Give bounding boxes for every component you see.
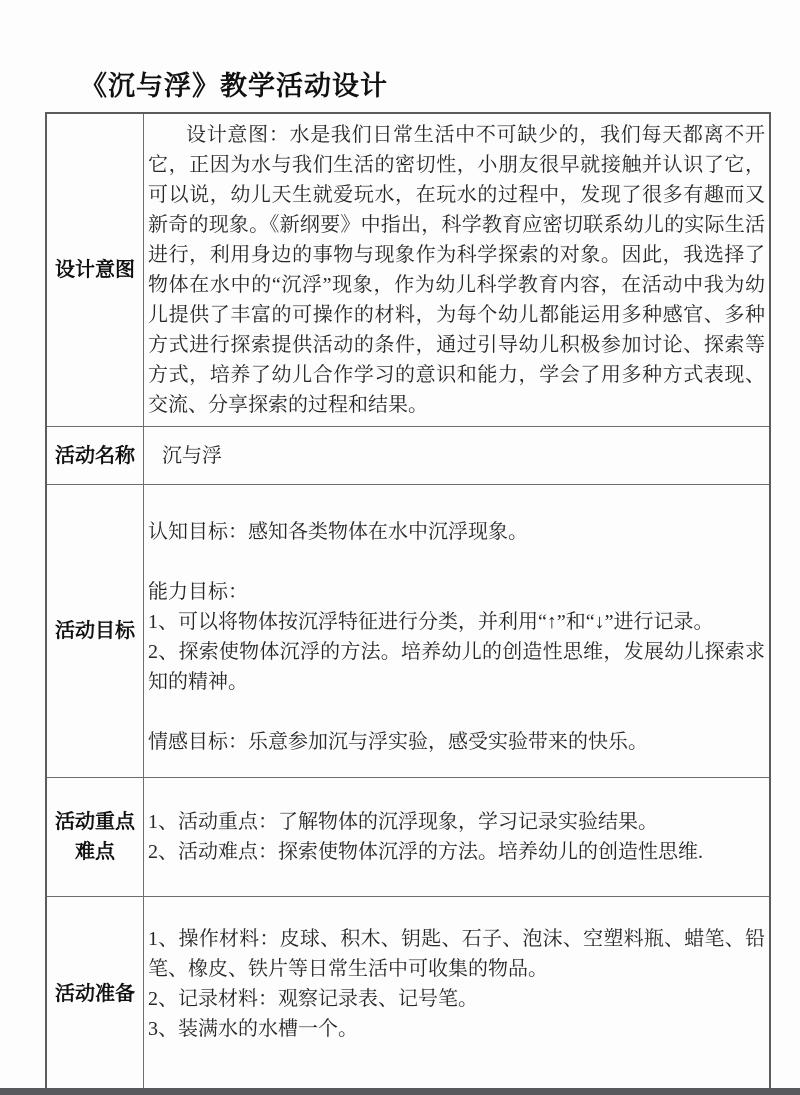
paragraph: 1、可以将物体按沉浮特征进行分类，并利用“↑”和“↓”进行记录。 xyxy=(148,611,714,633)
paragraph: 设计意图：水是我们日常生活中不可缺少的，我们每天都离不开它，正因为水与我们生活的密切性，小朋友很早就接触并认识了它，可以说，幼儿天生就爱玩水，在玩水的过程中，发现了很多有趣而又新奇的现象。《新纲要》中指出，科学教育应密切联系幼儿的实际生活进行，利用身边的事物与现象作为科学探索的对象。因此，我选择了物体在水中的“沉浮”现象，作为幼儿科学教育内容，在活动中我为幼儿提供了丰富的可操作的材料，为每个幼儿都能运用多种感官、多种方式进行探索提供活动的条件，通过引导幼儿积极参加讨论、探索等方式，培养了幼儿合作学习的意识和能力，学会了用多种方式表现、交流、分享探索的过程和结果。 xyxy=(148,124,765,416)
paragraph: 1、操作材料：皮球、积木、钥匙、石子、泡沫、空塑料瓶、蜡笔、铅笔、橡皮、铁片等日常生活中可收集的物品。 xyxy=(148,927,765,980)
row-label-activity-name xyxy=(46,427,144,485)
row-label-key-points xyxy=(46,778,144,897)
table-row xyxy=(46,897,770,1092)
row-label-text-line2: 难点 xyxy=(75,841,115,863)
paragraph: 2、探索使物体沉浮的方法。培养幼儿的创造性思维，发展幼儿探索求知的精神。 xyxy=(148,641,765,693)
paragraph: 2、记录材料：观察记录表、记号笔。 xyxy=(148,987,478,1010)
row-content-activity-name xyxy=(144,427,771,485)
page-title: 《沉与浮》教学活动设计 xyxy=(80,71,388,101)
paragraph: 3、装满水的水槽一个。 xyxy=(148,1017,358,1040)
row-label-text: 活动名称 xyxy=(55,444,135,467)
table-row xyxy=(46,113,770,427)
row-content-key-points xyxy=(144,778,771,897)
row-label-activity-prep xyxy=(46,897,144,1092)
table-row xyxy=(46,485,770,778)
row-content-design-intent xyxy=(144,113,771,427)
page-bottom-edge-bar xyxy=(0,1088,800,1095)
row-content-activity-prep xyxy=(144,897,771,1092)
row-label-text: 设计意图 xyxy=(55,259,135,281)
row-label-text: 活动准备 xyxy=(55,982,135,1005)
row-label-text-line1: 活动重点 xyxy=(55,811,135,833)
table-row xyxy=(46,427,770,485)
paragraph: 情感目标：乐意参加沉与浮实验，感受实验带来的快乐。 xyxy=(148,731,648,753)
paragraph: 能力目标： xyxy=(148,581,248,603)
row-label-activity-goals xyxy=(46,485,144,778)
row-content-activity-goals xyxy=(144,485,771,778)
paragraph: 1、活动重点：了解物体的沉浮现象，学习记录实验结果。 xyxy=(148,811,658,833)
paragraph: 认知目标：感知各类物体在水中沉浮现象。 xyxy=(148,521,528,543)
row-label-text: 活动目标 xyxy=(55,620,135,642)
table-row xyxy=(46,778,770,897)
activity-design-table xyxy=(45,112,771,1093)
row-label-design-intent xyxy=(46,113,144,427)
paragraph: 2、活动难点：探索使物体沉浮的方法。培养幼儿的创造性思维. xyxy=(148,841,703,863)
paragraph: 沉与浮 xyxy=(162,444,222,467)
